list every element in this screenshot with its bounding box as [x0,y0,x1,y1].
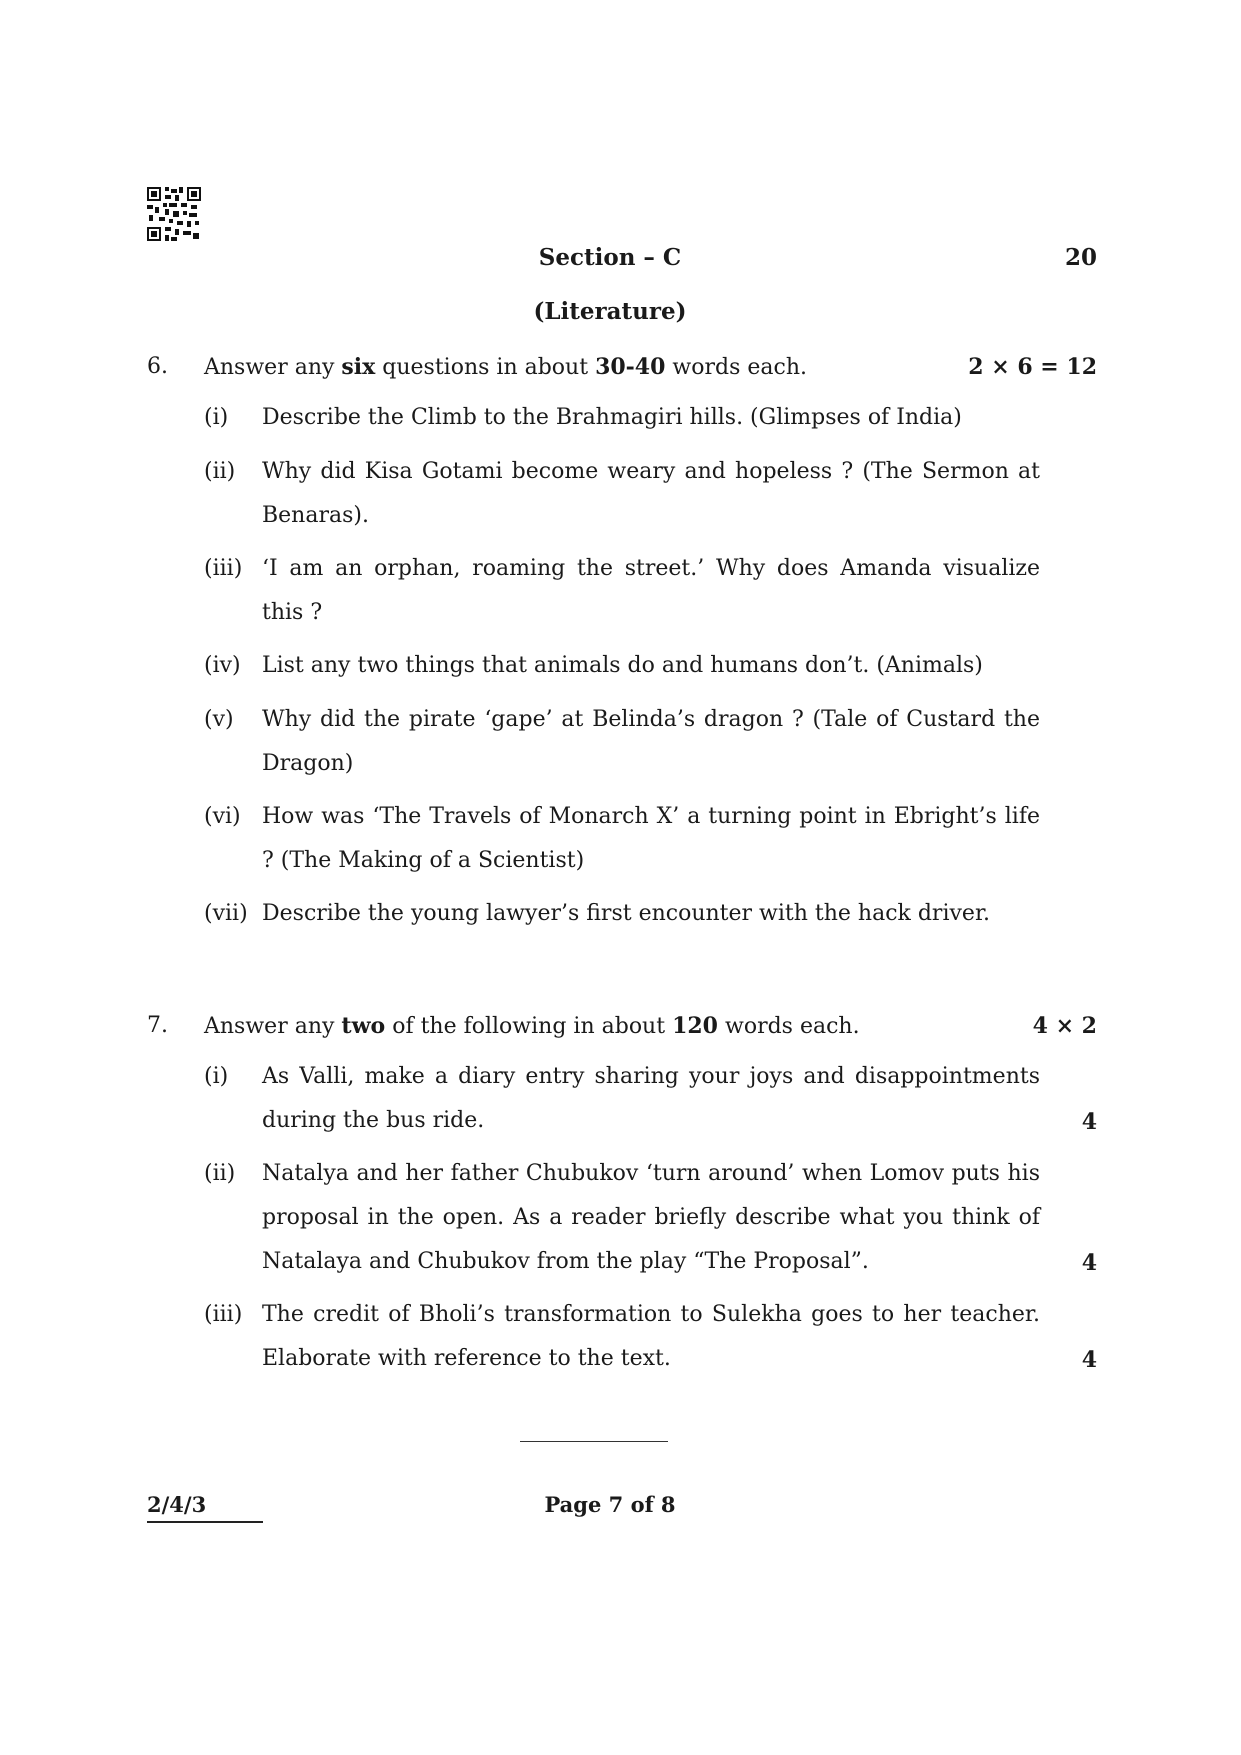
question-7-item-marks: 4 [1081,1347,1097,1373]
question-7-item-marks: 4 [1081,1250,1097,1276]
question-6-item: (iv) List any two things that animals do and humans don’t. (Animals) [204,653,983,678]
question-7-item-marks: 4 [1081,1109,1097,1135]
question-7-instruction: Answer any two of the following in about 120 words each. [204,1013,860,1039]
qr-code-icon [147,187,201,241]
question-6-item: (ii) Why did Kisa Gotami become weary and hopeless ? (The Sermon at Benaras). [204,459,1040,528]
question-6-item: (vi) How was ‘The Travels of Monarch X’ a turning point in Ebright’s life ? (The Making of a Scientist) [204,804,1040,873]
question-6-item: (v) Why did the pirate ‘gape’ at Belinda’s dragon ? (Tale of Custard the Dragon) [204,707,1040,776]
question-7-item: (ii) Natalya and her father Chubukov ‘turn around’ when Lomov puts his proposal in the open. As a reader briefly describe what you think of Natalaya and Chubukov from the play “The Proposal”. [204,1161,1040,1274]
question-7-marks: 4 × 2 [1032,1013,1097,1039]
page-number: Page 7 of 8 [544,1492,676,1517]
section-title: Section – C [538,244,682,271]
question-6-item: (iii) ‘I am an orphan, roaming the street.’ Why does Amanda visualize this ? [204,556,1040,625]
question-7-item: (i) As Valli, make a diary entry sharing your joys and disappointments during the bus ride. [204,1064,1040,1133]
question-7-item: (iii) The credit of Bholi’s transformation to Sulekha goes to her teacher. Elaborate with reference to the text. [204,1302,1040,1371]
paper-code: 2/4/3 [147,1492,207,1517]
question-6-item: (i) Describe the Climb to the Brahmagiri hills. (Glimpses of India) [204,405,962,430]
question-6-instruction: Answer any six questions in about 30-40 words each. [204,354,808,380]
question-6-number: 6. [147,354,168,379]
question-6-marks: 2 × 6 = 12 [968,354,1097,380]
section-subtitle: (Literature) [533,298,687,325]
section-marks: 20 [1064,244,1097,271]
paper-code-underline [147,1521,263,1523]
end-divider [520,1441,668,1442]
question-6-item: (vii) Describe the young lawyer’s first encounter with the hack driver. [204,901,991,926]
question-7-number: 7. [147,1013,168,1038]
